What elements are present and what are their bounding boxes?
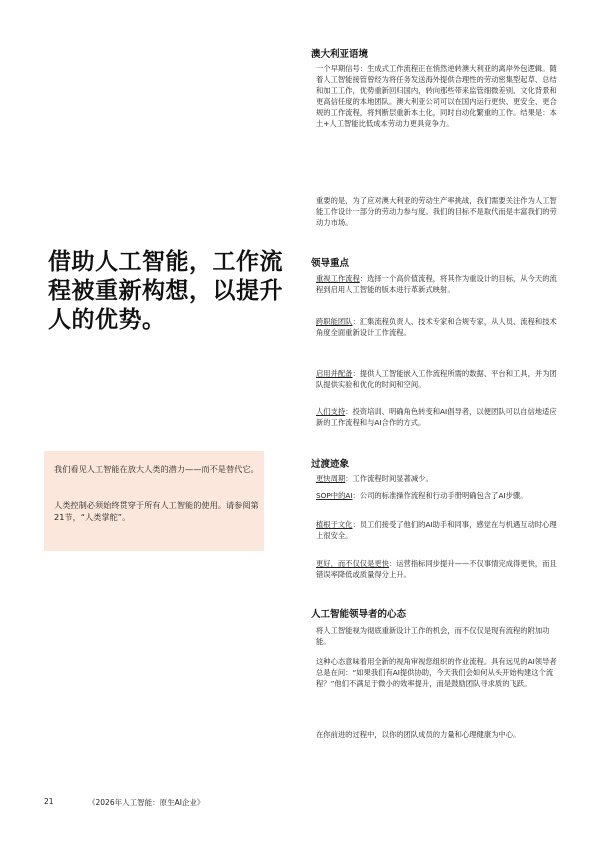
transition-item bbox=[316, 519, 561, 541]
transition-item-lead: 更好，而不仅仅是更快 bbox=[316, 559, 389, 568]
transition-item-text: ：工作流程时间显著减少。 bbox=[345, 474, 433, 483]
transition-item-lead: SOP中的AI bbox=[316, 491, 353, 500]
leadership-item-text: ：投资培训、明确角色转变和AI倡导者，以便团队可以自信地适应新的工作流程和与AI合作的方式。 bbox=[316, 407, 557, 427]
transition-item bbox=[316, 490, 561, 501]
leadership-item-text: ：提供人工智能嵌入工作流程所需的数据、平台和工具，并为团队提供实验和优化的时间和空间。 bbox=[316, 369, 557, 389]
transition-item-text: ：员工们接受了他们的AI助手和同事，感觉在与机遇互动时心理上很安全。 bbox=[316, 520, 557, 540]
leadership-item-lead: 跨职能团队 bbox=[316, 317, 353, 326]
section-title-australia: 澳大利亚语境 bbox=[311, 49, 369, 60]
transition-item-lead: 植根于文化 bbox=[316, 520, 353, 529]
australia-paragraph-2: 重要的是，为了应对澳大利亚的劳动生产率挑战，我们需要关注作为人工智能工作设计一部分的劳动力参与度。我们的目标不是取代而是丰富我们的劳动力市场。 bbox=[316, 196, 557, 227]
footer-title: 《2026年人工智能：原生AI企业》 bbox=[88, 798, 205, 807]
callout-box bbox=[44, 451, 264, 551]
transition-item-text: ：运营指标同步提升——不仅事情完成得更快，而且错误率降低或质量得分上升。 bbox=[316, 559, 557, 579]
transition-item bbox=[316, 558, 561, 580]
leadership-item-lead: 人们支持 bbox=[316, 407, 346, 416]
section-title-mindset: 人工智能领导者的心态 bbox=[311, 609, 407, 620]
transition-item-text: ：公司的标准操作流程和行动手册明确包含了AI步骤。 bbox=[352, 491, 528, 500]
callout-text-2: 人类控制必须始终贯穿于所有人工智能的使用。请参阅第21节，“人类掌舵”。 bbox=[54, 500, 259, 522]
leadership-item-text: ：汇集流程负责人、技术专家和合规专家，从人员、流程和技术角度全面重新设计工作流程。 bbox=[316, 317, 557, 337]
leadership-item bbox=[316, 273, 561, 295]
mindset-paragraph-1: 将人工智能视为彻底重新设计工作的机会，而不仅仅是现有流程的附加功能。 bbox=[316, 626, 550, 646]
leadership-item-lead: 重视工作流程 bbox=[316, 274, 360, 283]
leadership-item-lead: 启用并配备 bbox=[316, 369, 353, 378]
leadership-item-text: ：选择一个高价值流程，将其作为重设计的目标，从今天的流程到启用人工智能的版本进行革新式映射。 bbox=[316, 274, 557, 294]
leadership-item bbox=[316, 406, 561, 428]
mindset-paragraph-3: 在你前进的过程中，以你的团队成员的力量和心理健康为中心。 bbox=[316, 730, 521, 739]
transition-item-lead: 更快周期 bbox=[316, 474, 346, 483]
mindset-paragraph-2: 这种心态意味着用全新的视角审视您组织的作业流程。具有远见的AI领导者总是在问：“如果我们有AI提供协助，今天我们会如何从头开始构建这个流程？”他们不满足于微小的效率提升，而是鼓励团队寻求质的飞跃。 bbox=[316, 657, 557, 688]
transition-item bbox=[316, 473, 561, 484]
page-number: 21 bbox=[44, 797, 54, 806]
leadership-item bbox=[316, 368, 561, 390]
callout-text-1: 我们看见人工智能在放大人类的潜力——而不是替代它。 bbox=[54, 464, 259, 474]
leadership-item bbox=[316, 316, 561, 338]
page-headline: 借助人工智能，工作流程被重新构想，以提升人的优势。 bbox=[48, 249, 283, 333]
australia-paragraph-1: 一个早期信号：生成式工作流程正在悄然逆转澳大利亚的离岸外包逻辑。随着人工智能接管曾经为将任务发送海外提供合理性的劳动密集型起草、总结和加工工作，优势重新回归国内，转向那些带来监管细微差别、文化背景和更高信任度的本地团队。澳大利亚公司可以在国内运行更快、更安全、更合规的工作流程，将判断层重新本土化，同时自动化繁重的工作。结果是：本土+人工智能比低成本劳动力更具竞争力。 bbox=[316, 64, 557, 128]
section-title-leadership: 领导重点 bbox=[311, 258, 350, 269]
section-title-transition: 过渡迹象 bbox=[311, 459, 350, 470]
